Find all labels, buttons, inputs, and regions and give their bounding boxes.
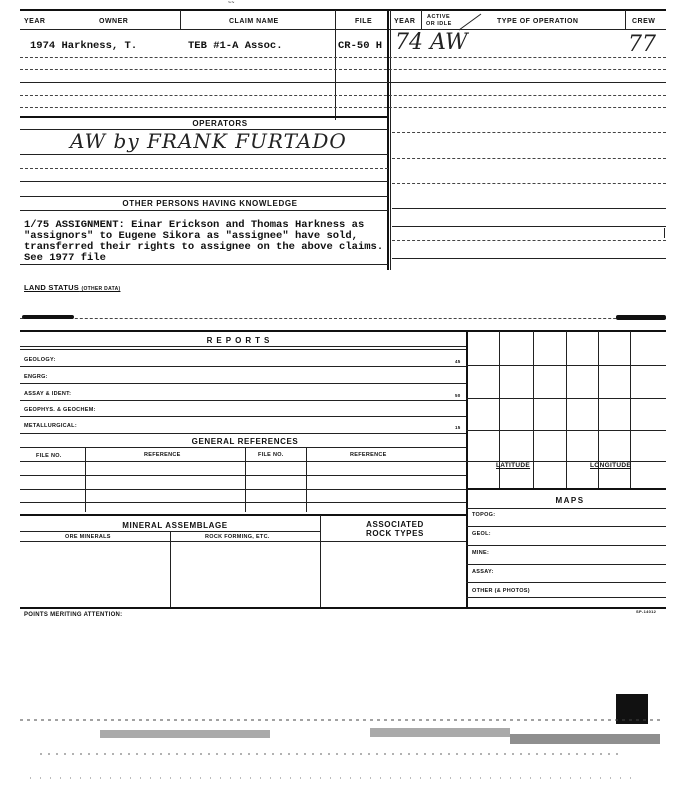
land-status-label-text: LAND STATUS — [24, 283, 80, 292]
other-persons-heading: OTHER PERSONS HAVING KNOWLEDGE — [122, 199, 298, 208]
other-persons-line-2: "assignors" to Eugene Sikora as "assignee" have sold, — [24, 230, 358, 242]
header-owner: OWNER — [99, 18, 129, 25]
report-label-geophys: GEOPHYS. & GEOCHEM: — [24, 407, 96, 413]
general-references-heading: GENERAL REFERENCES — [191, 437, 299, 446]
scan-noise-band — [370, 728, 510, 737]
maps-other: OTHER (& PHOTOS) — [472, 588, 530, 594]
operators-heading: OPERATORS — [192, 119, 248, 128]
longitude-label: LONGITUDE — [590, 462, 631, 469]
mineral-ore-minerals: ORE MINERALS — [65, 534, 111, 540]
form-number: SP-14012 — [636, 609, 657, 614]
reports-heading: REPORTS — [206, 336, 274, 345]
genref-col-file-no-1: FILE NO. — [36, 453, 62, 459]
smudge-left — [22, 315, 74, 319]
genref-col-reference-2: REFERENCE — [350, 452, 387, 458]
genref-col-reference-1: REFERENCE — [144, 452, 181, 458]
genref-col-file-no-2: FILE NO. — [258, 452, 284, 458]
header-active-idle-2: OR IDLE — [426, 21, 452, 27]
header-type-of-operation: TYPE OF OPERATION — [497, 18, 579, 25]
record-year-owner: 1974 Harkness, T. — [30, 40, 138, 52]
report-label-engrg: ENGRG: — [24, 374, 48, 380]
associated-rock-types-2: ROCK TYPES — [365, 529, 424, 538]
maps-heading: MAPS — [555, 496, 585, 505]
header-top-rule — [20, 9, 666, 11]
report-num-assay: 50 — [455, 393, 461, 398]
scan-noise-band — [100, 730, 270, 738]
header-year-2: YEAR — [394, 18, 416, 25]
land-status-sub: (OTHER DATA) — [81, 286, 121, 292]
land-status-label — [24, 283, 120, 292]
maps-topog: TOPOG: — [472, 512, 496, 518]
report-num-metallurgical: 15 — [455, 425, 461, 430]
record-file: CR-50 H — [338, 40, 383, 52]
report-label-geology: GEOLOGY: — [24, 357, 56, 363]
mineral-rock-forming: ROCK FORMING, ETC. — [205, 534, 270, 540]
header-mark: ~~ — [228, 0, 235, 6]
smudge-right — [616, 315, 666, 320]
other-persons-line-3: transferred their rights to assignee on the above claims. — [24, 241, 384, 253]
associated-rock-types-1: ASSOCIATED — [366, 520, 424, 529]
record-hand-crew: 77 — [628, 32, 656, 57]
other-persons-line-1: 1/75 ASSIGNMENT: Einar Erickson and Thomas Harkness as — [24, 219, 365, 231]
header-divider-slash — [455, 12, 485, 32]
other-persons-line-4: See 1977 file — [24, 252, 106, 264]
header-crew: CREW — [632, 18, 656, 25]
operators-hand-text: AW by FRANK FURTADO — [70, 129, 347, 153]
header-claim-name: CLAIM NAME — [229, 18, 279, 25]
report-num-geology: 45 — [455, 359, 461, 364]
scan-noise-band — [510, 734, 660, 744]
report-label-metallurgical: METALLURGICAL: — [24, 423, 77, 429]
record-claim-name: TEB #1-A Assoc. — [188, 40, 283, 52]
points-meriting-attention: POINTS MERITING ATTENTION: — [24, 612, 123, 618]
report-label-assay: ASSAY & IDENT: — [24, 391, 72, 397]
mineral-assemblage-heading: MINERAL ASSEMBLAGE — [122, 521, 228, 530]
scan-noise — [0, 690, 678, 807]
header-file: FILE — [355, 18, 373, 25]
maps-mine: MINE: — [472, 550, 490, 556]
maps-assay: ASSAY: — [472, 569, 494, 575]
latitude-label: LATITUDE — [496, 462, 531, 469]
header-active-idle-1: ACTIVE — [427, 14, 451, 20]
maps-geol: GEOL: — [472, 531, 491, 537]
header-year: YEAR — [24, 18, 46, 25]
header-bottom-rule — [20, 29, 666, 30]
record-hand-year-status: 74 AW — [395, 30, 468, 55]
